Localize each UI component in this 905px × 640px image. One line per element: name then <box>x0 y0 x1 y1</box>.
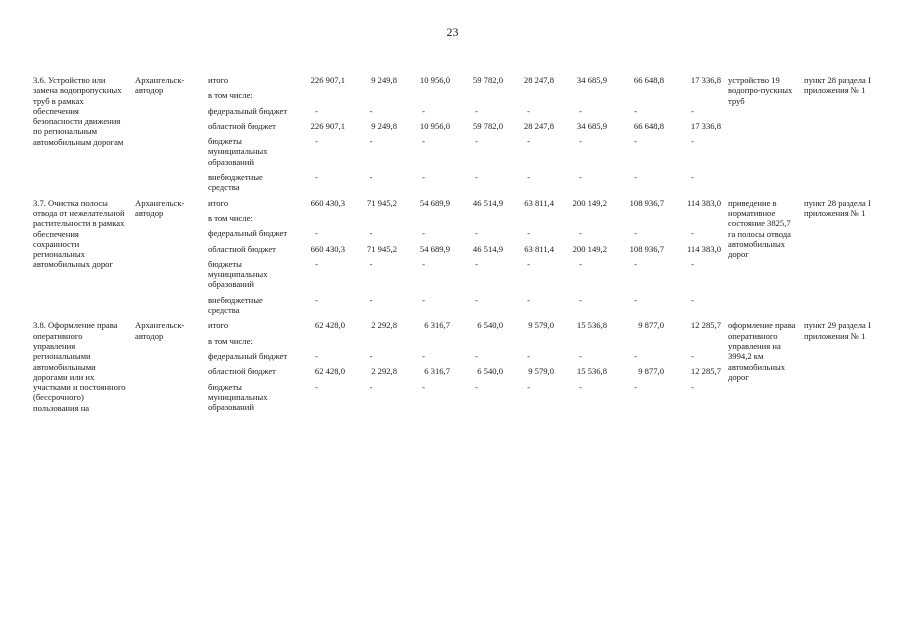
amount-cell: 10 956,0 <box>419 120 450 131</box>
amount-cell: 226 907,1 <box>310 120 345 131</box>
executor: Архангельск-автодор <box>135 320 185 341</box>
table-row <box>33 196 878 211</box>
amount-cell: 200 149,2 <box>572 243 607 254</box>
amount-cell: - <box>634 105 637 116</box>
indicator-link: пункт 29 раздела I приложения № 1 <box>804 320 871 341</box>
amount-cell: 10 956,0 <box>419 75 450 85</box>
amount-cell: - <box>475 228 478 239</box>
amount-cell: - <box>369 381 373 392</box>
amount-cell: - <box>691 105 694 116</box>
amount-cell <box>345 211 397 226</box>
amount-cell: - <box>634 351 637 362</box>
table-row <box>33 73 878 88</box>
amount-cell <box>607 88 664 103</box>
funding-source-label: федеральный бюджет <box>208 105 288 116</box>
amount-cell <box>607 334 664 349</box>
amount-cell: 34 685,9 <box>576 120 607 131</box>
program-table <box>33 73 878 416</box>
amount-cell: - <box>691 294 694 305</box>
amount-cell: 59 782,0 <box>472 120 503 131</box>
amount-cell <box>503 88 554 103</box>
funding-source-label: итого <box>208 75 229 85</box>
expected-result: приведение в нормативное состояние 3825,7 га полосы отвода автомобильных дорог <box>728 197 791 260</box>
amount-cell: - <box>634 381 637 392</box>
amount-cell: 6 316,7 <box>424 320 450 331</box>
amount-cell: 54 689,9 <box>419 243 450 254</box>
amount-cell <box>664 211 721 226</box>
amount-cell: - <box>315 228 318 239</box>
amount-cell: 66 648,8 <box>633 120 664 131</box>
amount-cell: - <box>315 136 318 147</box>
amount-cell: - <box>634 172 637 183</box>
amount-cell: - <box>579 172 582 183</box>
amount-cell <box>503 334 554 349</box>
amount-cell: - <box>315 351 318 362</box>
amount-cell: - <box>691 351 694 362</box>
amount-cell: - <box>475 258 478 269</box>
amount-cell: 108 936,7 <box>629 197 664 208</box>
amount-cell: 9 579,0 <box>528 366 554 377</box>
amount-cell: 28 247,8 <box>523 75 554 85</box>
amount-cell: - <box>315 105 318 116</box>
amount-cell: 66 648,8 <box>633 75 664 85</box>
amount-cell: 2 292,8 <box>371 320 397 331</box>
amount-cell <box>345 334 397 349</box>
amount-cell <box>345 88 397 103</box>
indicator-link: пункт 28 раздела I приложения № 1 <box>804 197 871 218</box>
funding-source-label: итого <box>208 197 229 208</box>
amount-cell: - <box>579 381 582 392</box>
amount-cell: 54 689,9 <box>419 197 450 208</box>
amount-cell: 114 383,0 <box>686 243 721 254</box>
amount-cell: 660 430,3 <box>310 243 345 254</box>
amount-cell: - <box>422 172 425 183</box>
amount-cell: 46 514,9 <box>472 197 503 208</box>
funding-source-label: федеральный бюджет <box>208 228 288 239</box>
measure-name: 3.7. Очистка полосы отвода от нежелательной растительности в рамках обеспечения сохранности региональных автомобильных дорог <box>33 197 125 270</box>
funding-source-label: внебюджетные средства <box>208 172 263 193</box>
amount-cell: 9 877,0 <box>638 366 664 377</box>
amount-cell: - <box>527 351 530 362</box>
amount-cell: - <box>579 294 582 305</box>
amount-cell: - <box>369 105 373 116</box>
amount-cell: - <box>475 294 478 305</box>
amount-cell: 15 536,8 <box>576 320 607 331</box>
amount-cell: - <box>527 172 530 183</box>
amount-cell: 6 540,0 <box>477 366 503 377</box>
amount-cell <box>450 334 503 349</box>
table-body <box>33 73 878 416</box>
amount-cell: 2 292,8 <box>371 366 397 377</box>
amount-cell: - <box>475 381 478 392</box>
amount-cell: 71 945,2 <box>366 197 397 208</box>
amount-cell: - <box>422 258 425 269</box>
amount-cell: - <box>369 351 373 362</box>
amount-cell: - <box>691 228 694 239</box>
amount-cell: - <box>315 258 318 269</box>
amount-cell: - <box>315 294 318 305</box>
amount-cell: - <box>315 381 318 392</box>
amount-cell: - <box>579 228 582 239</box>
funding-source-label: областной бюджет <box>208 366 276 377</box>
amount-cell: - <box>691 136 694 147</box>
amount-cell: 62 428,0 <box>314 366 345 377</box>
amount-cell <box>288 211 345 226</box>
amount-cell: 660 430,3 <box>310 197 345 208</box>
executor: Архангельск-автодор <box>135 197 185 218</box>
amount-cell: 71 945,2 <box>366 243 397 254</box>
amount-cell: 62 428,0 <box>314 320 345 331</box>
amount-cell: - <box>527 136 530 147</box>
funding-source-label: в том числе: <box>208 335 253 346</box>
amount-cell: - <box>527 228 530 239</box>
amount-cell: - <box>369 136 373 147</box>
amount-cell: - <box>475 105 478 116</box>
amount-cell: 9 249,8 <box>371 120 397 131</box>
amount-cell: - <box>475 172 478 183</box>
amount-cell: - <box>691 381 694 392</box>
amount-cell: - <box>691 258 694 269</box>
amount-cell: - <box>527 381 530 392</box>
funding-source-label: областной бюджет <box>208 243 276 254</box>
indicator-link: пункт 28 раздела I приложения № 1 <box>804 75 871 96</box>
amount-cell: - <box>527 258 530 269</box>
amount-cell: - <box>579 105 582 116</box>
amount-cell: - <box>369 228 373 239</box>
funding-source-label: областной бюджет <box>208 120 276 131</box>
amount-cell: 34 685,9 <box>576 75 607 85</box>
amount-cell: - <box>634 294 637 305</box>
amount-cell: 59 782,0 <box>472 75 503 85</box>
funding-source-label: в том числе: <box>208 90 253 101</box>
amount-cell <box>397 88 450 103</box>
amount-cell: - <box>315 172 318 183</box>
table-row <box>33 318 878 333</box>
measure-name: 3.8. Оформление права оперативного управления региональными автомобильными дорогами или их участками и постоянного (бессрочного) пользования на <box>33 320 126 413</box>
funding-source-label: бюджеты муниципальных образований <box>208 136 268 167</box>
amount-cell <box>554 334 607 349</box>
amount-cell: - <box>475 136 478 147</box>
amount-cell: - <box>527 294 530 305</box>
amount-cell <box>450 211 503 226</box>
amount-cell: 15 536,8 <box>576 366 607 377</box>
amount-cell: 28 247,8 <box>523 120 554 131</box>
amount-cell: 108 936,7 <box>629 243 664 254</box>
amount-cell <box>397 334 450 349</box>
executor: Архангельск-автодор <box>135 75 185 96</box>
amount-cell: 9 877,0 <box>638 320 664 331</box>
amount-cell <box>503 211 554 226</box>
amount-cell: - <box>579 351 582 362</box>
amount-cell: - <box>634 258 637 269</box>
amount-cell: - <box>691 172 694 183</box>
amount-cell: - <box>369 258 373 269</box>
amount-cell: 6 540,0 <box>477 320 503 331</box>
amount-cell: - <box>634 228 637 239</box>
amount-cell: - <box>422 381 425 392</box>
page-number: 23 <box>446 25 459 39</box>
amount-cell <box>664 88 721 103</box>
amount-cell: - <box>422 105 425 116</box>
amount-cell: 114 383,0 <box>686 197 721 208</box>
funding-source-label: бюджеты муниципальных образований <box>208 381 268 413</box>
amount-cell <box>288 334 345 349</box>
amount-cell: - <box>422 228 425 239</box>
funding-source-label: итого <box>208 320 229 331</box>
amount-cell: 46 514,9 <box>472 243 503 254</box>
amount-cell: - <box>422 351 425 362</box>
funding-source-label: внебюджетные средства <box>208 294 263 316</box>
funding-source-label: федеральный бюджет <box>208 351 288 362</box>
amount-cell: 200 149,2 <box>572 197 607 208</box>
measure-name: 3.6. Устройство или замена водопропускных труб в рамках обеспечения безопасности движения по региональным автомобильным дорогам <box>33 75 124 147</box>
amount-cell <box>450 88 503 103</box>
amount-cell: - <box>579 136 582 147</box>
amount-cell: - <box>422 294 425 305</box>
amount-cell: 63 811,4 <box>524 197 554 208</box>
amount-cell <box>554 211 607 226</box>
amount-cell: 226 907,1 <box>310 75 345 85</box>
amount-cell <box>288 88 345 103</box>
amount-cell: - <box>634 136 637 147</box>
amount-cell: - <box>369 172 373 183</box>
amount-cell <box>664 334 721 349</box>
amount-cell: 9 249,8 <box>371 75 397 85</box>
amount-cell: - <box>475 351 478 362</box>
funding-source-label: бюджеты муниципальных образований <box>208 258 268 290</box>
amount-cell: 9 579,0 <box>528 320 554 331</box>
amount-cell: 6 316,7 <box>424 366 450 377</box>
expected-result: оформление права оперативного управления на 3994,2 км автомобильных дорог <box>728 320 796 382</box>
expected-result: устройство 19 водопро-пускных труб <box>728 75 793 106</box>
amount-cell <box>554 88 607 103</box>
amount-cell <box>397 211 450 226</box>
amount-cell: 17 336,8 <box>690 120 721 131</box>
amount-cell <box>607 211 664 226</box>
amount-cell: 17 336,8 <box>690 75 721 85</box>
amount-cell: 12 285,7 <box>690 366 721 377</box>
amount-cell: - <box>527 105 530 116</box>
amount-cell: - <box>369 294 373 305</box>
amount-cell: 63 811,4 <box>524 243 554 254</box>
amount-cell: 12 285,7 <box>690 320 721 331</box>
amount-cell: - <box>422 136 425 147</box>
funding-source-label: в том числе: <box>208 212 253 223</box>
amount-cell: - <box>579 258 582 269</box>
